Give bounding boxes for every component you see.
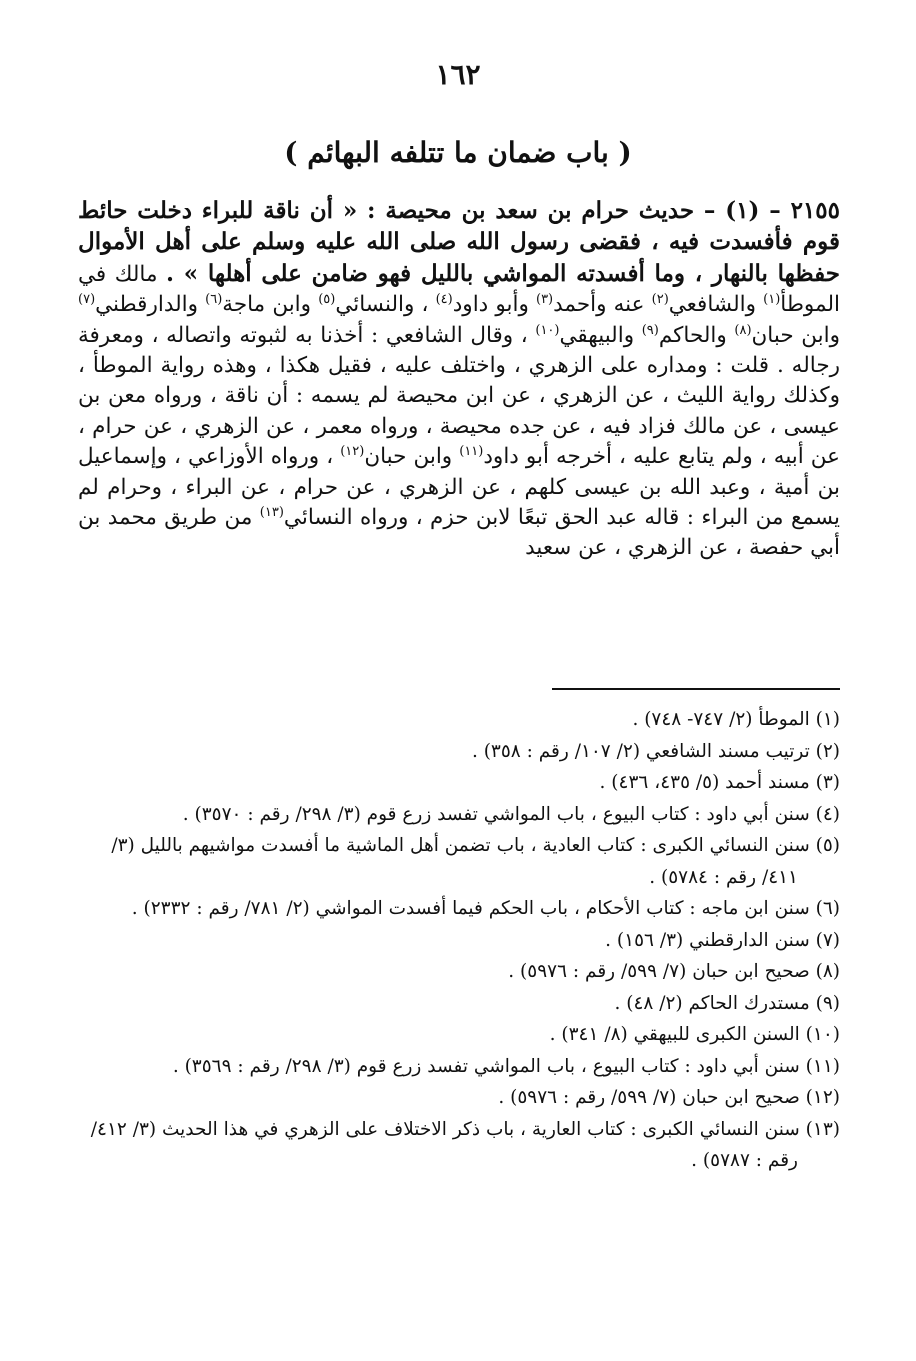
footnote-ref[interactable]: (٧) bbox=[78, 292, 96, 308]
body-segment: عنه وأحمد bbox=[553, 292, 652, 318]
footnote-ref[interactable]: (١٣) bbox=[259, 504, 284, 520]
body-segment: ، والنسائي bbox=[335, 292, 436, 318]
body-segment: وأبو داود bbox=[452, 292, 536, 318]
footnote-item: (١) الموطأ (٢/ ٧٤٧- ٧٤٨) . bbox=[632, 709, 840, 730]
footnote-ref[interactable]: (٦) bbox=[205, 292, 223, 308]
footnote-item: (٤) سنن أبي داود : كتاب البيوع ، باب المواشي تفسد زرع قوم (٣/ ٢٩٨/ رقم : ٣٥٧٠) . bbox=[182, 803, 840, 825]
body-segment: والشافعي bbox=[668, 292, 764, 318]
body-segment: والبيهقي bbox=[559, 322, 642, 348]
body-segment: ، ورواه الأوزاعي ، وإسماعيل بن أمية ، وعبد الله بن عيسى كلهم ، عن الزهري ، عن حرام ، عن البراء ، وحرام لم يسمع من البراء : قاله عبد الحق تبعًا لابن حزم ، ورواه النسائي bbox=[78, 444, 840, 531]
body-segment: من طريق محمد بن أبي حفصة ، عن الزهري ، عن سعيد bbox=[78, 505, 840, 561]
footnote-item: (١٢) صحيح ابن حبان (٧/ ٥٩٩/ رقم : ٥٩٧٦) . bbox=[498, 1087, 840, 1108]
footnote-item: (١٠) السنن الكبرى للبيهقي (٨/ ٣٤١) . bbox=[549, 1024, 840, 1045]
footnote-ref[interactable]: (١٠) bbox=[535, 322, 560, 338]
footnote-item: (٦) سنن ابن ماجه : كتاب الأحكام ، باب الحكم فيما أفسدت المواشي (٢/ ٧٨١/ رقم : ٢٣٣٢) . bbox=[131, 898, 840, 919]
body-segment: ، وقال الشافعي : أخذنا به لثبوته واتصاله ، ومعرفة رجاله . قلت : ومداره على الزهري ، واختلف عليه ، فقيل هكذا ، وهذه رواية الموطأ ، وكذلك رواية الليث ، عن الزهري ، عن ابن محيصة لم يسمه : أن ناقة ، ورواه معن بن عيسى ، عن مالك فزاد فيه ، عن جده محيصة ، ورواه معمر ، عن الزهري ، عن حرام ، عن أبيه ، ولم يتابع عليه ، أخرجه أبو داود bbox=[78, 322, 841, 470]
body-segment: وابن حبان bbox=[751, 322, 840, 348]
body-segment: والدارقطني bbox=[95, 292, 206, 318]
body-segment: وابن ماجة bbox=[222, 292, 319, 318]
footnote-ref[interactable]: (١) bbox=[763, 292, 781, 308]
footnote-item: (٣) مسند أحمد (٥/ ٤٣٥، ٤٣٦) . bbox=[599, 772, 840, 793]
footnote-ref[interactable]: (٩) bbox=[641, 322, 659, 338]
footnote-item: (٥) سنن النسائي الكبرى : كتاب العادية ، باب تضمن أهل الماشية ما أفسدت مواشيهم بالليل (٣/ ٤١١/ رقم : ٥٧٨٤) . bbox=[111, 835, 840, 888]
footnote-divider bbox=[552, 688, 840, 690]
footnote-item: (٩) مستدرك الحاكم (٢/ ٤٨) . bbox=[614, 992, 840, 1014]
footnote-ref[interactable]: (١١) bbox=[459, 444, 484, 460]
footnotes-list bbox=[78, 704, 840, 1177]
footnote-item: (١٣) سنن النسائي الكبرى : كتاب العارية ، باب ذكر الاختلاف على الزهري في هذا الحديث (٣/ ٤١٢/ رقم : ٥٧٨٧) . bbox=[90, 1118, 840, 1171]
footnote-item: (٨) صحيح ابن حبان (٧/ ٥٩٩/ رقم : ٥٩٧٦) . bbox=[508, 961, 840, 982]
chapter-title: ( باب ضمان ما تتلفه البهائم ) bbox=[284, 136, 632, 169]
body-segment: وابن حبان bbox=[364, 444, 460, 470]
footnote-ref[interactable]: (٥) bbox=[318, 292, 336, 308]
page-number: ١٦٢ bbox=[435, 58, 481, 91]
footnote-item: (٢) ترتيب مسند الشافعي (٢/ ١٠٧/ رقم : ٣٥٨) . bbox=[471, 740, 840, 762]
hadith-text: ٢١٥٥ – (١) – حديث حرام بن سعد بن محيصة : « أن ناقة للبراء دخلت حائط قوم فأفسدت فيه ، فقضى رسول الله صلى الله عليه وسلم على أهل الأموال حفظها بالنهار ، وما أفسدته المواشي بالليل فهو ضامن على أهلها » . bbox=[78, 197, 840, 287]
footnote-ref[interactable]: (٤) bbox=[435, 292, 453, 308]
body-segment: والحاكم bbox=[658, 322, 735, 348]
footnote-item: (٧) سنن الدارقطني (٣/ ١٥٦) . bbox=[605, 929, 840, 951]
footnote-ref[interactable]: (٣) bbox=[535, 292, 554, 308]
body-segment: مالك في الموطأ bbox=[78, 261, 840, 318]
footnote-ref[interactable]: (٢) bbox=[651, 292, 669, 308]
footnote-ref[interactable]: (٨) bbox=[734, 322, 752, 338]
footnote-ref[interactable]: (١٢) bbox=[340, 444, 365, 460]
footnote-item: (١١) سنن أبي داود : كتاب البيوع ، باب المواشي تفسد زرع قوم (٣/ ٢٩٨/ رقم : ٣٥٦٩) . bbox=[172, 1055, 840, 1077]
hadith-paragraph bbox=[78, 196, 840, 564]
